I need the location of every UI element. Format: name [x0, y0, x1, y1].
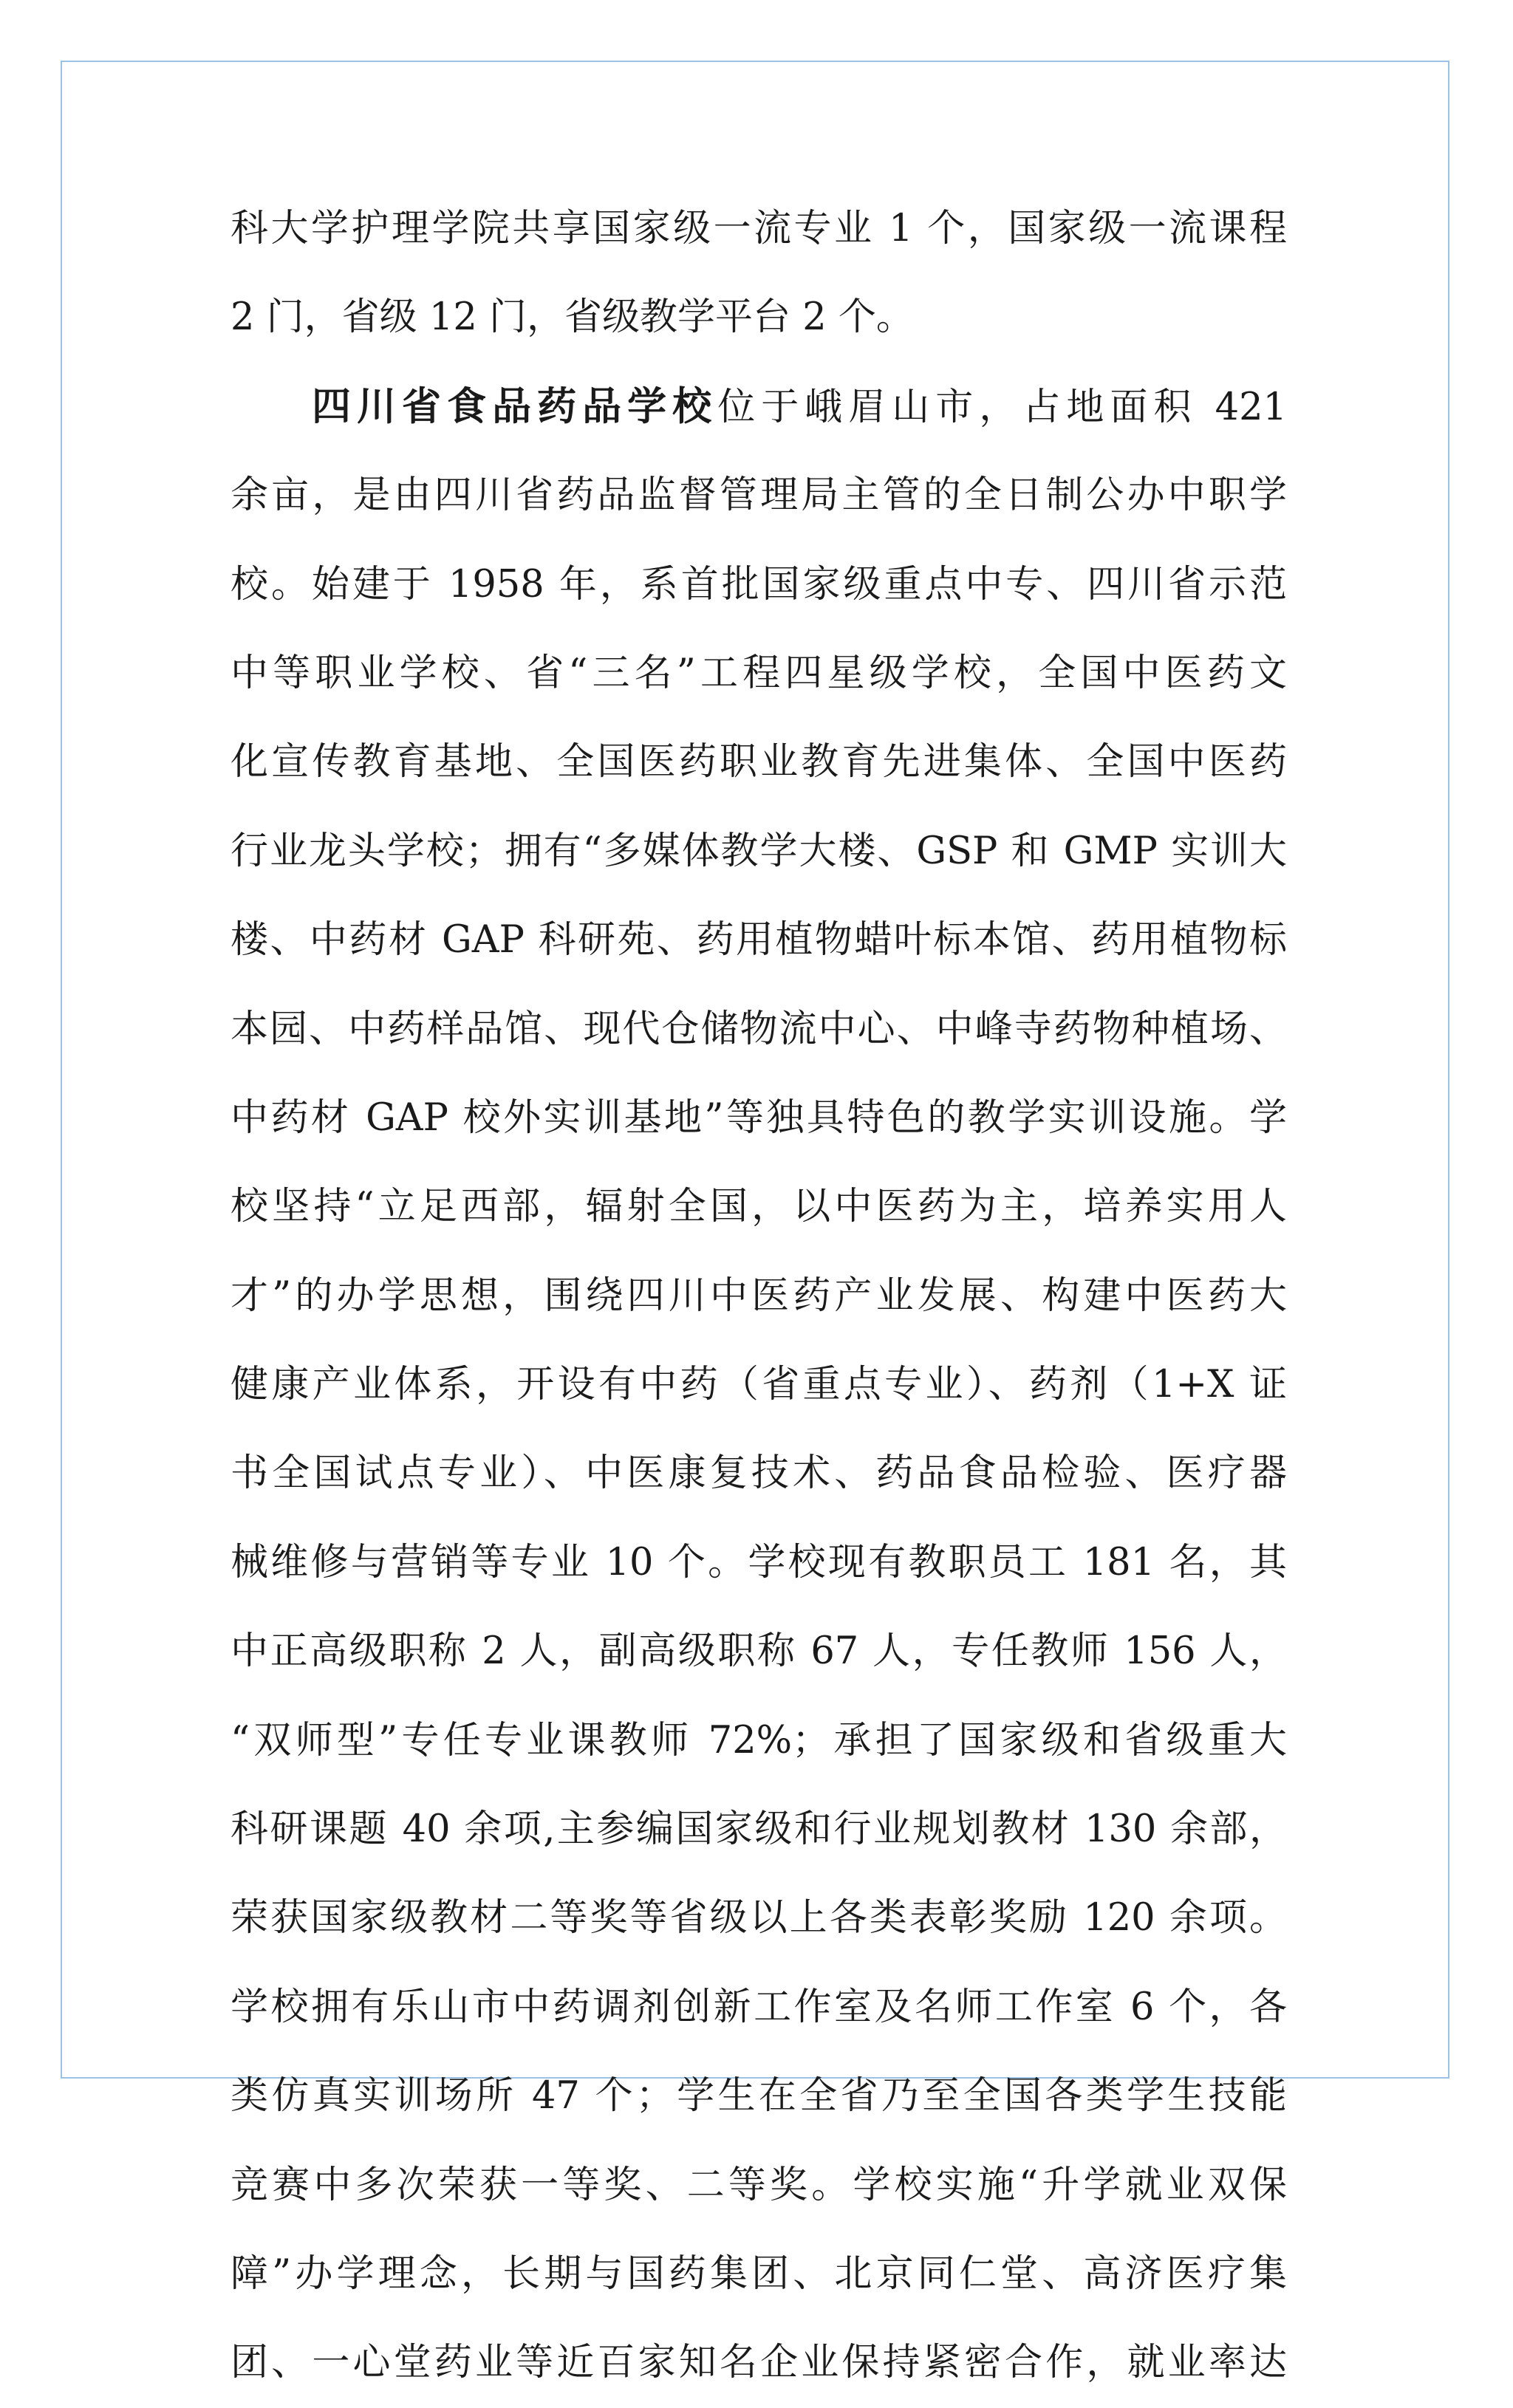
text-line: 书全国试点专业）、中医康复技术、药品食品检验、医疗器 [230, 1451, 1287, 1496]
text-line: 2 门，省级 12 门，省级教学平台 2 个。 [230, 295, 914, 340]
text-line: 化宣传教育基地、全国医药职业教育先进集体、全国中医药 [230, 740, 1287, 784]
text-line: 校。始建于 1958 年，系首批国家级重点中专、四川省示范 [230, 562, 1287, 606]
paragraph-first-line [230, 363, 1287, 451]
text-line: 团、一心堂药业等近百家知名企业保持紧密合作，就业率达 [230, 2341, 1287, 2385]
text-line: 校坚持“立足西部，辐射全国，以中医药为主，培养实用人 [230, 1185, 1287, 1229]
text-line: 科研课题 40 余项,主参编国家级和行业规划教材 130 余部， [230, 1807, 1287, 1852]
text-span: 位于峨眉山市，占地面积 421 [717, 385, 1287, 429]
text-line: 中正高级职称 2 人，副高级职称 67 人，专任教师 156 人， [230, 1629, 1287, 1674]
text-line: 荣获国家级教材二等奖等省级以上各类表彰奖励 120 余项。 [230, 1896, 1287, 1940]
text-line: 竞赛中多次荣获一等奖、二等奖。学校实施“升学就业双保 [230, 2163, 1287, 2207]
text-line: 楼、中药材 GAP 科研苑、药用植物蜡叶标本馆、药用植物标 [230, 918, 1287, 962]
document-body [230, 185, 1287, 2408]
text-line: 学校拥有乐山市中药调剂创新工作室及名师工作室 6 个，各 [230, 1985, 1287, 2029]
text-line: 中药材 GAP 校外实训基地”等独具特色的教学实训设施。学 [230, 1095, 1287, 1140]
text-line: 类仿真实训场所 47 个；学生在全省乃至全国各类学生技能 [230, 2074, 1287, 2118]
text-line: 障”办学理念，长期与国药集团、北京同仁堂、高济医疗集 [230, 2251, 1287, 2296]
text-line: 行业龙头学校；拥有“多媒体教学大楼、GSP 和 GMP 实训大 [230, 829, 1287, 873]
text-line: 健康产业体系，开设有中药（省重点专业）、药剂（1+X 证 [230, 1363, 1287, 1407]
text-line: 械维修与营销等专业 10 个。学校现有教职员工 181 名，其 [230, 1540, 1287, 1584]
text-line: 余亩，是由四川省药品监督管理局主管的全日制公办中职学 [230, 473, 1287, 518]
text-line: 科大学护理学院共享国家级一流专业 1 个，国家级一流课程 [230, 207, 1287, 250]
text-line: 本园、中药样品馆、现代仓储物流中心、中峰寺药物种植场、 [230, 1007, 1287, 1051]
school-name-heading: 四川省食品药品学校 [306, 383, 718, 429]
text-line: “双师型”专任专业课教师 72%；承担了国家级和省级重大 [230, 1718, 1287, 1762]
text-line: 中等职业学校、省“三名”工程四星级学校，全国中医药文 [230, 651, 1287, 695]
text-line: 才”的办学思想，围绕四川中医药产业发展、构建中医药大 [230, 1273, 1287, 1318]
